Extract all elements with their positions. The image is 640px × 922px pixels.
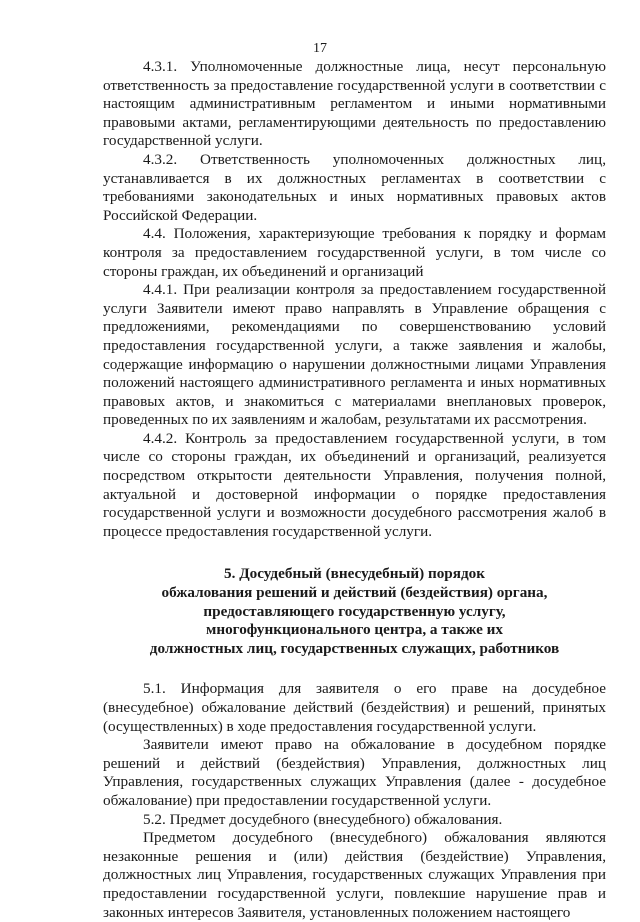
heading-line: обжалования решений и действий (бездействия) органа, [161,584,548,602]
paragraph-4-4-2: 4.4.2. Контроль за предоставлением государственной услуги, в том числе со стороны граждан, их объединений и организаций, реализуется посредством открытости деятельности Управления, получения полной, актуальной и достоверной информации о порядке предоставления государственной услуги и возможности досудебного рассмотрения жалоб в процессе предоставления государственной услуги. [103,429,606,540]
paragraph-5-2: 5.2. Предмет досудебного (внесудебного) обжалования. [143,810,503,828]
paragraph-4-3-2: 4.3.2. Ответственность уполномоченных должностных лиц, устанавливается в их должностных регламентах в соответствии с требованиями законодательных и иных нормативных правовых актов Российской Федерации. [103,150,606,224]
section-5-heading [103,565,606,658]
heading-line: предоставляющего государственную услугу, [203,602,506,620]
paragraph-appeal-subject: Предметом досудебного (внесудебного) обжалования являются незаконные решения и (или) действия (бездействие) Управления, должностных лиц Управления, государственных служащих Управления при предоставлении государственной услуги, повлекшие нарушение прав и законных интересов Заявителя, установленных положением настоящего [103,829,606,921]
paragraph-5-1: 5.1. Информация для заявителя о его праве на досудебное (внесудебное) обжалование действий (бездействия) и решений, принятых (осуществленных) в ходе предоставления государственной услуги. [103,680,606,735]
heading-line: 5. Досудебный (внесудебный) порядок [224,565,485,583]
paragraph-4-4-1: 4.4.1. При реализации контроля за предоставлением государственной услуги Заявители имеют право направлять в Управление обращения с предложениями, рекомендациями по совершенствованию условий предоставления государственной услуги, а также заявления и жалобы, содержащие информацию о нарушении должностными лицами Управления положений настоящего административного регламента и иных нормативных правовых актов, и знакомиться с материалами внеплановых проверок, проведенных по их заявлениям и жалобам, результатами их рассмотрения. [103,281,606,429]
heading-line: многофункционального центра, а также их [205,621,503,639]
paragraph-4-4: 4.4. Положения, характеризующие требования к порядку и формам контроля за предоставлением государственной услуги, в том числе со стороны граждан, их объединений и организаций [103,225,606,280]
paragraph-appeal-right: Заявители имеют право на обжалование в досудебном порядке решений и действий (бездействия) Управления, должностных лиц Управления, государственных служащих Управления (далее - досудебное обжалование) при предоставлении государственной услуги. [103,736,606,809]
paragraph-4-3-1: 4.3.1. Уполномоченные должностные лица, несут персональную ответственность за предоставление государственной услуги в соответствии с настоящим административным регламентом и иными нормативными правовыми актами, регламентирующими деятельность по предоставлению государственной услуги. [103,58,606,150]
heading-line: должностных лиц, государственных служащих, работников [149,639,560,657]
page-number: 17 [313,41,327,56]
document-body [103,58,606,922]
